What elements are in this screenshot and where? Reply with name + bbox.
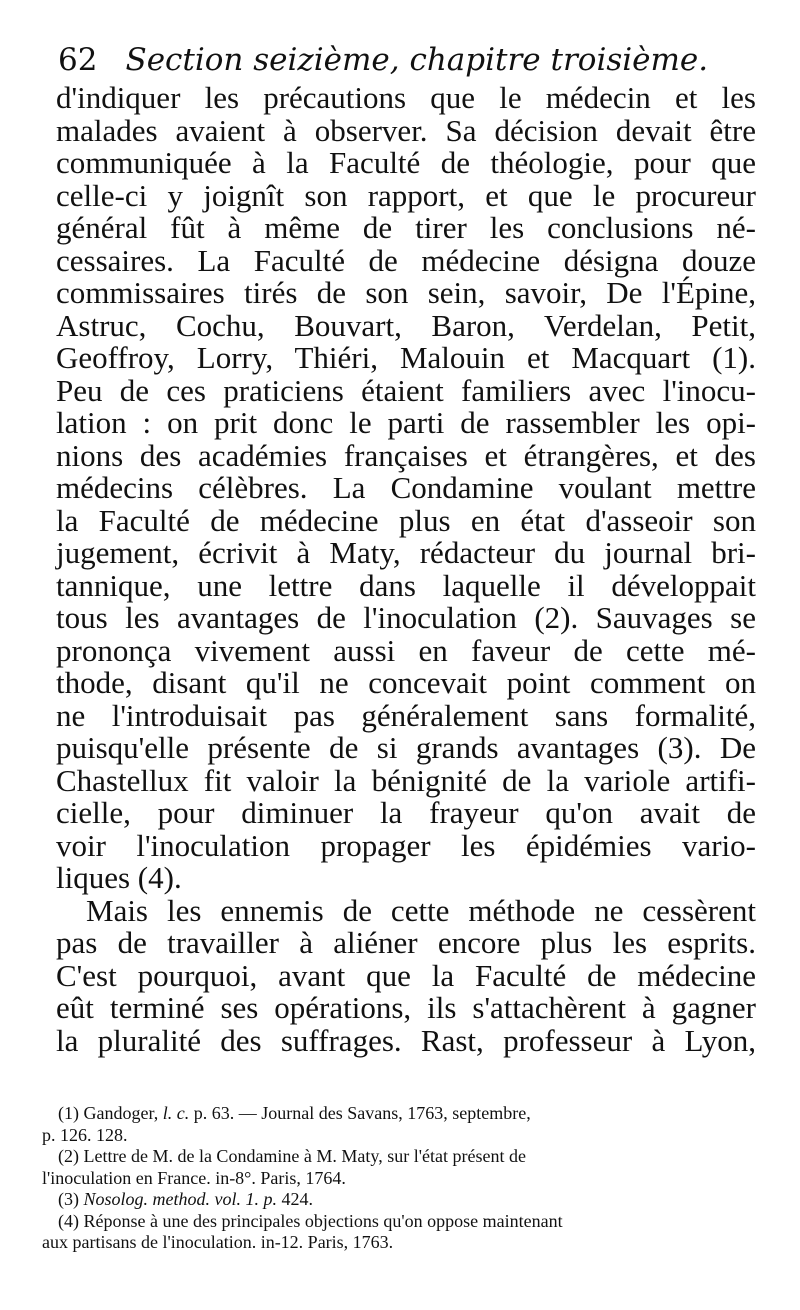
text-line: prononça vivement aussi en faveur de cette mé- — [56, 632, 756, 668]
text-line: cessaires. La Faculté de médecine désigna douze — [56, 242, 756, 278]
footnote-italic: l. c. — [162, 1103, 190, 1123]
footnote-2: (2) Lettre de M. de la Condamine à M. Maty, sur l'état présent de — [58, 1146, 526, 1166]
text-line: lation : on prit donc le parti de rassembler les opi- — [56, 405, 756, 440]
footnote-2-continued: l'inoculation en France. in-8°. Paris, 1764. — [42, 1167, 346, 1188]
text-line: pas de travailler à aliéner encore plus les esprits. — [56, 925, 756, 960]
text-line: communiquée à la Faculté de théologie, pour que — [56, 145, 756, 180]
footnote-1 — [42, 1103, 758, 1125]
text-line: d'indiquer les précautions que le médecin et les — [56, 80, 756, 115]
text-line: ne l'introduisait pas généralement sans formalité, — [56, 697, 756, 733]
text-line: thode, disant qu'il ne concevait point comment on — [56, 665, 756, 700]
text-line: Peu de ces praticiens étaient familiers avec l'inocu- — [56, 372, 756, 408]
paragraph-end-line: liques (4). — [56, 860, 182, 895]
text-line: eût terminé ses opérations, ils s'attachèrent à gagner — [56, 990, 756, 1025]
footnote-3 — [42, 1189, 758, 1211]
footnote-text: (3) — [58, 1189, 84, 1209]
text-line: nions des académies françaises et étrangères, et des — [56, 437, 756, 473]
footnote-4-continued: aux partisans de l'inoculation. in-12. Paris, 1763. — [42, 1232, 394, 1252]
footnote-text: p. 63. — Journal des Savans, 1763, septembre, — [189, 1103, 531, 1123]
paragraph-start-line: Mais les ennemis de cette méthode ne cessèrent — [86, 892, 756, 928]
text-line: C'est pourquoi, avant que la Faculté de médecine — [56, 957, 756, 993]
footnote-text: 424. — [277, 1189, 313, 1209]
text-line: tous les avantages de l'inoculation (2). Sauvages se — [56, 600, 756, 635]
footnote-4: (4) Réponse à une des principales objections qu'on oppose maintenant — [58, 1210, 563, 1231]
text-line: médecins célèbres. La Condamine voulant mettre — [56, 470, 756, 505]
text-line: général fût à même de tirer les conclusions né- — [56, 210, 756, 245]
page-header — [58, 40, 758, 80]
text-line: celle-ci y joignît son rapport, et que le procureur — [56, 177, 756, 213]
text-line: voir l'inoculation propager les épidémies vario- — [56, 827, 756, 863]
footnote-1-continued: p. 126. 128. — [42, 1124, 128, 1145]
text-line: Geoffroy, Lorry, Thiéri, Malouin et Macquart (1). — [56, 340, 756, 375]
text-line: tannique, une lettre dans laquelle il développait — [56, 567, 756, 603]
footnote-italic: Nosolog. method. vol. 1. p. — [83, 1189, 277, 1209]
text-line: Astruc, Cochu, Bouvart, Baron, Verdelan, Petit, — [56, 307, 756, 343]
text-line: commissaires tirés de son sein, savoir, De l'Épine, — [56, 275, 756, 310]
page-number: 62 — [58, 42, 98, 78]
text-line: malades avaient à observer. Sa décision devait être — [56, 112, 756, 148]
text-line: la pluralité des suffrages. Rast, professeur à Lyon, — [56, 1022, 756, 1058]
footnote-text: (1) Gandoger, — [58, 1103, 163, 1123]
text-line: puisqu'elle présente de si grands avantages (3). De — [56, 730, 756, 765]
running-title: Section seizième, chapitre troisième. — [125, 42, 709, 78]
text-line: la Faculté de médecine plus en état d'asseoir son — [56, 502, 756, 538]
main-text — [56, 82, 756, 1057]
text-line: Chastellux fit valoir la bénignité de la variole artifi- — [56, 762, 756, 798]
text-line: cielle, pour diminuer la frayeur qu'on avait de — [56, 795, 756, 830]
text-line: jugement, écrivit à Maty, rédacteur du journal bri- — [56, 535, 756, 570]
footnotes — [42, 1103, 758, 1254]
